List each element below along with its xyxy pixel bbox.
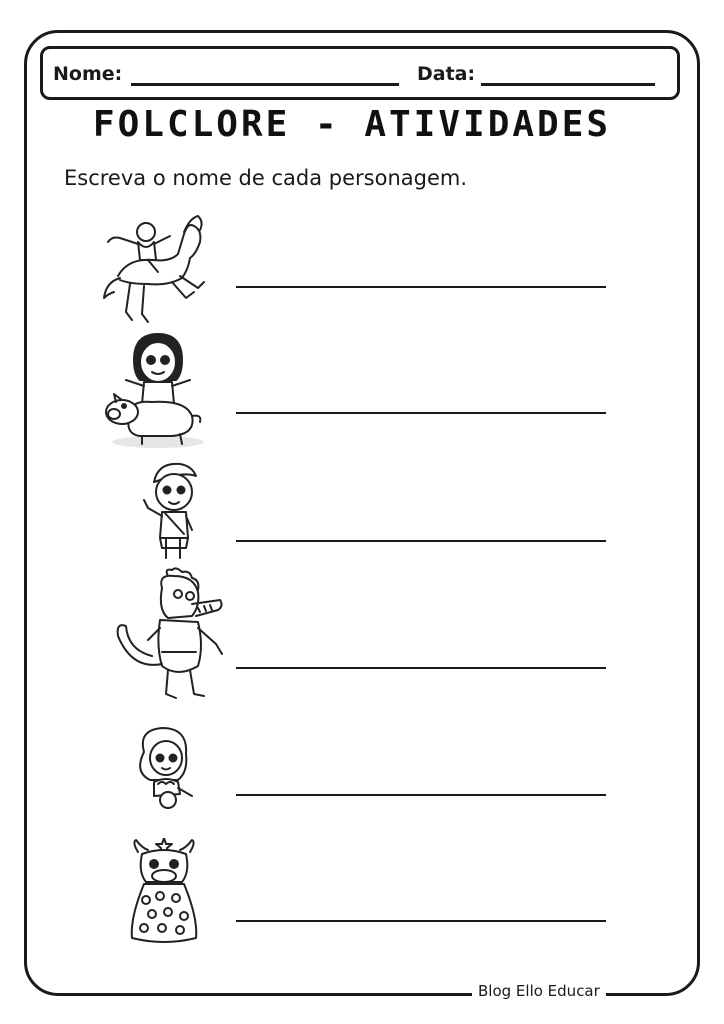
answer-line-1[interactable] [236,286,606,288]
answer-line-5[interactable] [236,794,606,796]
answer-line-3[interactable] [236,540,606,542]
answer-line-2[interactable] [236,412,606,414]
name-field[interactable] [131,83,399,86]
mermaid-icon [124,722,204,810]
answer-line-6[interactable] [236,920,606,922]
date-field[interactable] [481,83,655,86]
girl-on-pig-icon [100,330,212,454]
alligator-creature-icon [112,566,230,710]
header-box [40,46,680,100]
page-title: FOLCLORE - ATIVIDADES [92,104,612,145]
footer-text: Blog Ello Educar [472,982,606,1000]
instruction-text: Escreva o nome de cada personagem. [64,166,467,190]
answer-line-4[interactable] [236,667,606,669]
ox-costume-icon [124,838,204,948]
boy-with-cap-icon [136,460,216,564]
name-label: Nome: [53,63,123,85]
date-label: Data: [417,63,476,85]
horse-rider-icon [98,208,208,328]
